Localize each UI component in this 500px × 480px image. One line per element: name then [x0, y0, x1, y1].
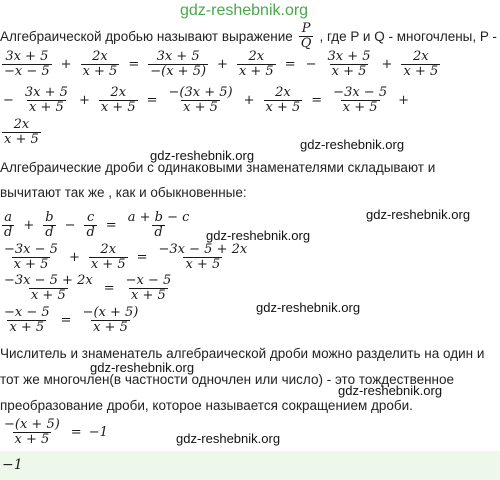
equation-6: $\frac{-(x + 5)}{x + 5}$ = −1 [4, 417, 108, 447]
fraction: $\frac{-3x - 5 + 2x}{x + 5}$ [4, 273, 93, 303]
rule-line-1: Алгебраические дроби с одинаковыми знаменателями складывают и [0, 160, 436, 175]
reduce-line-3: преобразование дроби, которое называется сокращением дроби. [0, 398, 413, 413]
watermark: gdz-reshebnik.org [176, 431, 281, 446]
watermark: gdz-reshebnik.org [366, 207, 471, 222]
intro-text: Алгебраической дробью называют выражение [0, 29, 293, 44]
fraction: $\frac{2x}{x + 5}$ [403, 49, 439, 79]
answer-bar [0, 451, 500, 480]
fraction: $\frac{-x - 5}{x + 5}$ [125, 273, 172, 303]
header-watermark: gdz-reshebnik.org [180, 2, 309, 19]
equation-2: − $\frac{3x + 5}{x + 5}$ + $\frac{2x}{x + 5}$ = $\frac{-(3x + 5)}{x + 5}$ + $\frac{2x}{x + 5}$ = $\frac{-3x - 5}{x + 5}$ + [3, 85, 410, 115]
equation-1: $\frac{3x + 5}{-x - 5}$ + $\frac{2x}{x + 5}$ = $\frac{3x + 5}{-(x + 5)}$ + $\frac{2x}{x + 5}$ = − $\frac{3x + 5}{x + 5}$ + $\frac{2x}{x + 5}$ [4, 49, 439, 79]
answer-value: −1 [2, 457, 23, 473]
fraction: $\frac{-3x - 5}{x + 5}$ [4, 242, 58, 272]
intro-tail: , где P и Q - многочлены, P - [319, 29, 497, 44]
watermark: gdz-reshebnik.org [338, 383, 443, 398]
watermark: gdz-reshebnik.org [150, 148, 255, 163]
fraction: $\frac{-x - 5}{x + 5}$ [4, 305, 50, 335]
equation-4: $\frac{-3x - 5 + 2x}{x + 5}$ = $\frac{-x - 5}{x + 5}$ [4, 273, 172, 303]
equation-5: $\frac{-x - 5}{x + 5}$ = $\frac{-(x + 5)}{x + 5}$ [4, 305, 139, 335]
fraction: $\frac{3x + 5}{x + 5}$ [327, 49, 371, 79]
fraction: $\frac{3x + 5}{-x - 5}$ [4, 49, 50, 79]
fraction: $\frac{b}{d}$ [45, 210, 54, 240]
watermark: gdz-reshebnik.org [206, 228, 311, 243]
watermark: gdz-reshebnik.org [256, 300, 361, 315]
reduce-line-2: тот же многочлен(в частности одночлен или число) - это тождественное [0, 372, 455, 387]
fraction: $\frac{2x}{x + 5}$ [82, 49, 118, 79]
result-value: −1 [88, 425, 108, 440]
fraction: $\frac{-(3x + 5)}{x + 5}$ [168, 85, 233, 115]
watermark: gdz-reshebnik.org [90, 360, 195, 375]
intro-line [0, 22, 497, 51]
equation-2-continuation [0, 118, 43, 147]
fraction: $\frac{2x}{x + 5}$ [238, 49, 274, 79]
fraction: $\frac{2x}{x + 5}$ [100, 85, 136, 115]
intro-fraction: $\frac{P}{Q}$ [300, 21, 312, 51]
fraction: $\frac{2x}{x + 5}$ [265, 85, 301, 115]
rule-line-2: вычитают так же , как и обыкновенные: [0, 185, 247, 200]
fraction: $\frac{3x + 5}{-(x + 5)}$ [150, 49, 207, 79]
fraction: $\frac{2x}{x + 5}$ [90, 242, 126, 272]
fraction: $\frac{-(x + 5)}{x + 5}$ [4, 417, 60, 447]
fraction: $\frac{-3x - 5 + 2x}{x + 5}$ [158, 242, 248, 272]
fraction: $\frac{2x}{x + 5}$ [4, 117, 39, 147]
fraction: $\frac{-(x + 5)}{x + 5}$ [82, 305, 139, 335]
fraction: $\frac{a}{d}$ [4, 210, 13, 240]
watermark: gdz-reshebnik.org [300, 137, 405, 152]
rule-formula: $\frac{a}{d}$ + $\frac{b}{d}$ − $\frac{c}{d}$ = $\frac{a + b - c}{d}$ [4, 210, 190, 240]
equation-3: $\frac{-3x - 5}{x + 5}$ + $\frac{2x}{x + 5}$ = $\frac{-3x - 5 + 2x}{x + 5}$ [4, 242, 248, 272]
reduce-line-1: Числитель и знаменатель алгебраической дроби можно разделить на один и [0, 346, 485, 361]
fraction: $\frac{3x + 5}{x + 5}$ [24, 85, 68, 115]
fraction: $\frac{c}{d}$ [86, 210, 95, 240]
fraction: $\frac{-3x - 5}{x + 5}$ [333, 85, 388, 115]
fraction: $\frac{a + b - c}{d}$ [127, 210, 190, 240]
